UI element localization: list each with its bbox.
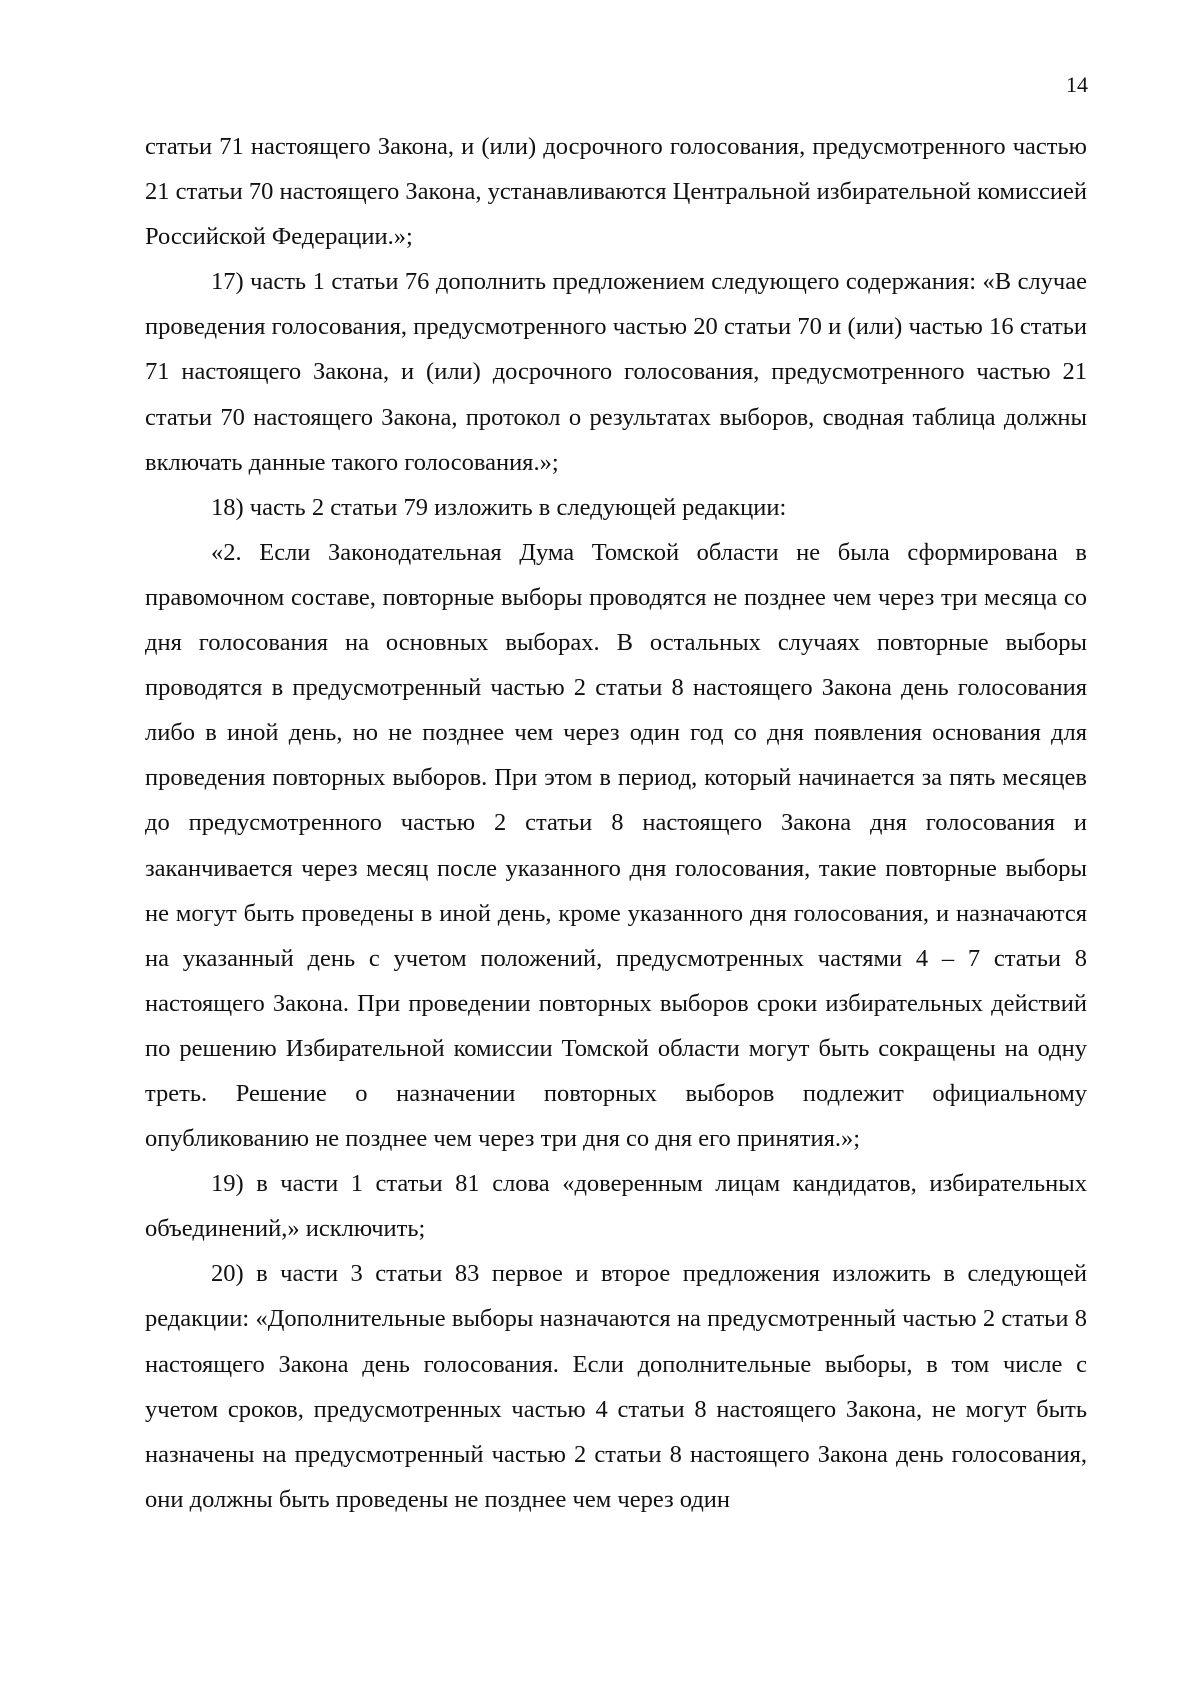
paragraph-item-20: 20) в части 3 статьи 83 первое и второе предложения изложить в следующей редакции: «Дополнительные выборы назначаются на предусмотренный частью 2 статьи 8 настоящего Закона день голосования. Если дополнительные выборы, в том числе с учетом сроков, предусмотренных частью 4 статьи 8 настоящего Закона, не могут быть назначены на предусмотренный частью 2 статьи 8 настоящего Закона день голосования, они должны быть проведены не позднее чем через один [145,1260,1087,1513]
paragraph-item-17: 17) часть 1 статьи 76 дополнить предложением следующего содержания: «В случае проведения голосования, предусмотренного частью 20 статьи 70 и (или) частью 16 статьи 71 настоящего Закона, и (или) досрочного голосования, предусмотренного частью 21 статьи 70 настоящего Закона, протокол о результатах выборов, сводная таблица должны включать данные такого голосования.»; [145,268,1087,476]
paragraph-item-18-text: «2. Если Законодательная Дума Томской области не была сформирована в правомочном составе, повторные выборы проводятся не позднее чем через три месяца со дня голосования на основных выборах. В остальных случаях повторные выборы проводятся в предусмотренный частью 2 статьи 8 настоящего Закона день голосования либо в иной день, но не позднее чем через один год со дня появления основания для проведения повторных выборов. При этом в период, который начинается за пять месяцев до предусмотренного частью 2 статьи 8 настоящего Закона дня голосования и заканчивается через месяц после указанного дня голосования, такие повторные выборы не могут быть проведены в иной день, кроме указанного дня голосования, и назначаются на указанный день с учетом положений, предусмотренных частями 4 – 7 статьи 8 настоящего Закона. При проведении повторных выборов сроки избирательных действий по решению Избирательной комиссии Томской области могут быть сокращены на одну треть. Решение о назначении повторных выборов подлежит официальному опубликованию не позднее чем через три дня со дня его принятия.»; [145,538,1087,1153]
paragraph-continuation: статьи 71 настоящего Закона, и (или) досрочного голосования, предусмотренного частью 21 статьи 70 настоящего Закона, устанавливаются Центральной избирательной комиссией Российской Федерации.»; [145,133,1087,251]
page-number: 14 [1066,72,1088,97]
document-body [145,124,1087,1522]
paragraph-item-19: 19) в части 1 статьи 81 слова «доверенным лицам кандидатов, избирательных объединений,» исключить; [145,1170,1087,1243]
paragraph-item-18: 18) часть 2 статьи 79 изложить в следующей редакции: [211,493,787,521]
